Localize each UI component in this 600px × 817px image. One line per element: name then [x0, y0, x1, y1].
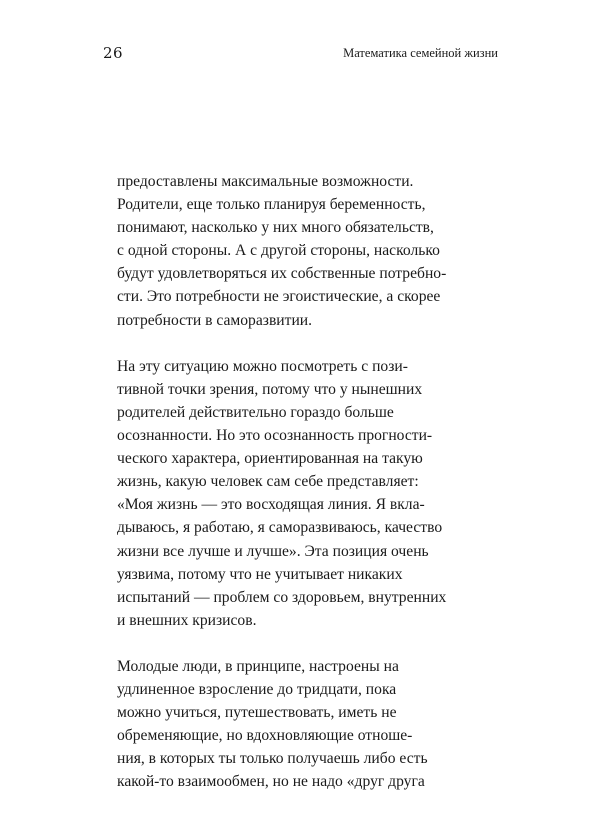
text-line: Родители, еще только планируя беременность, — [117, 196, 426, 214]
running-head-title: Математика семейной жизни — [343, 46, 498, 60]
text-line: предоставлены максимальные возможности. — [117, 173, 414, 190]
text-line: и внешних кризисов. — [117, 611, 257, 629]
text-line: потребности в саморазвитии. — [117, 311, 313, 329]
text-line: жизнь, какую человек сам себе представляет: — [117, 473, 419, 491]
text-line: с одной стороны. А с другой стороны, насколько — [117, 242, 440, 260]
text-line: ния, в которых ты только получаешь либо есть — [117, 750, 428, 768]
text-line: удлиненное взросление до тридцати, пока — [117, 681, 397, 699]
paragraph-2 — [117, 355, 447, 632]
text-line: осознанности. Но это осознанность прогности- — [117, 427, 433, 445]
text-line: тивной точки зрения, потому что у нынешних — [117, 380, 423, 398]
text-line: сти. Это потребности не эгоистические, а скорее — [117, 288, 441, 306]
paragraph-1 — [117, 170, 447, 332]
text-line: будут удовлетворяться их собственные потребно- — [117, 265, 447, 283]
text-line: понимают, насколько у них много обязательств, — [117, 219, 434, 237]
text-line: ческого характера, ориентированная на такую — [117, 450, 423, 468]
text-line: уязвима, потому что не учитывает никаких — [117, 565, 403, 583]
paragraph-3 — [117, 655, 447, 794]
text-line: родителей действительно гораздо больше — [117, 403, 394, 421]
text-line: Молодые люди, в принципе, настроены на — [117, 657, 399, 675]
text-line: дываюсь, я работаю, я саморазвиваюсь, качество — [117, 519, 443, 537]
text-line: испытаний — проблем со здоровьем, внутренних — [117, 588, 447, 606]
text-line: какой-то взаимообмен, но не надо «друг друга — [117, 773, 425, 791]
text-line: «Моя жизнь — это восходящая линия. Я вкла- — [117, 496, 425, 514]
page-number: 26 — [103, 44, 124, 62]
text-line: жизни все лучше и лучше». Эта позиция очень — [117, 542, 429, 560]
body-text — [117, 170, 447, 817]
text-line: На эту ситуацию можно посмотреть с пози- — [117, 357, 408, 375]
text-line: можно учиться, путешествовать, иметь не — [117, 704, 397, 722]
text-line: обременяющие, но вдохновляющие отноше- — [117, 727, 413, 745]
